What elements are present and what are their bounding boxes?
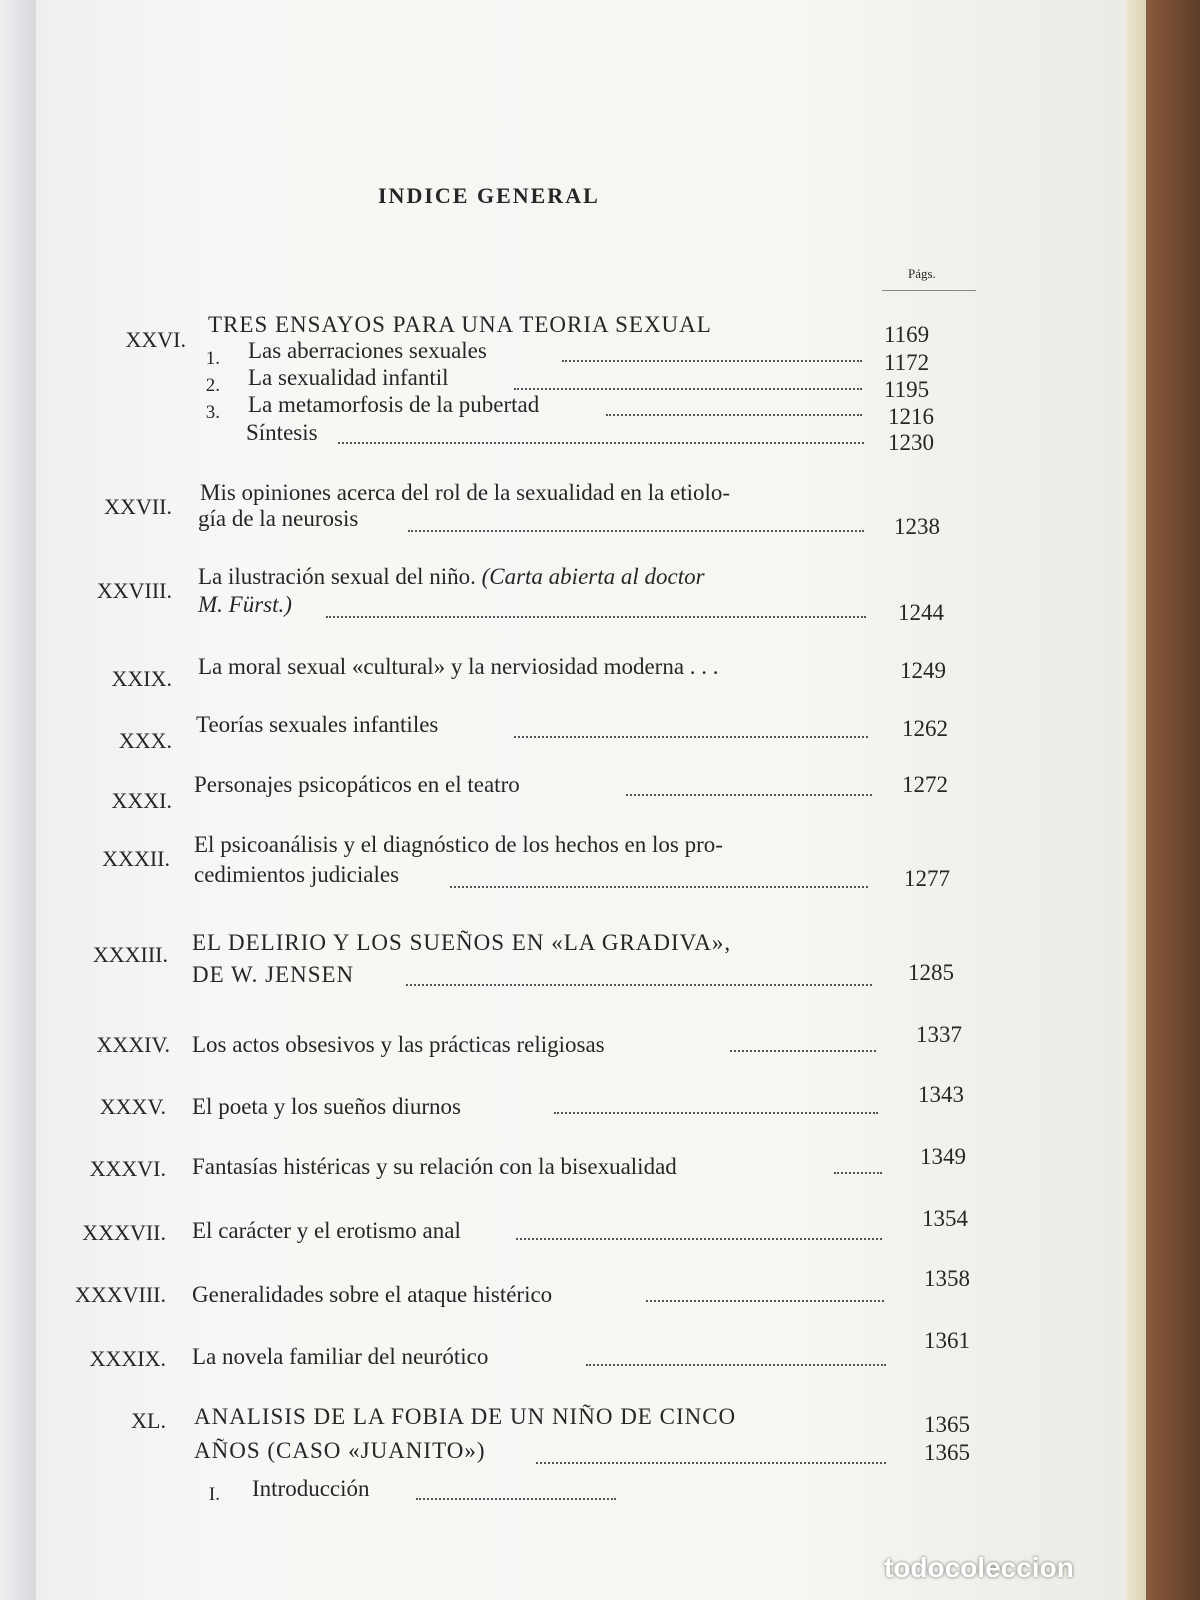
leader-dots — [646, 1300, 884, 1302]
leader-dots — [626, 794, 872, 796]
leader-dots — [326, 616, 866, 618]
entry-title-line-2: M. Fürst.) — [198, 592, 292, 617]
pages-column-label: Págs. — [908, 266, 936, 281]
leader-dots — [516, 1238, 882, 1240]
leader-dots — [514, 736, 868, 738]
entry-title: El carácter y el erotismo anal — [192, 1218, 461, 1243]
book-cover — [1146, 0, 1200, 1600]
entry-page: 1238 — [894, 514, 940, 539]
entry-title: La novela familiar del neurótico — [192, 1344, 489, 1369]
entry-title: Teorías sexuales infantiles — [196, 712, 439, 737]
entry-page: 1262 — [902, 716, 948, 741]
entry-page: 1249 — [900, 658, 946, 683]
entry-title-line-1: EL DELIRIO Y LOS SUEÑOS EN «LA GRADIVA», — [192, 930, 732, 955]
watermark-logo: todocoleccion — [884, 1552, 1074, 1583]
entry-page: 1337 — [916, 1022, 962, 1047]
entry-title: Los actos obsesivos y las prácticas religiosas — [192, 1032, 605, 1057]
entry-number: XXVIII. — [96, 578, 172, 603]
entry-number: XXIX. — [111, 666, 172, 691]
entry-page: 1169 — [884, 322, 930, 347]
page-title: INDICE GENERAL — [378, 183, 600, 208]
entry-number: XXVI. — [125, 327, 186, 352]
entry-title: Las aberraciones sexuales — [248, 338, 487, 363]
entry-page: 1277 — [904, 866, 950, 891]
entry-number: 1. — [205, 348, 220, 369]
entry-title-text: La ilustración sexual del niño. — [198, 564, 476, 589]
leader-dots — [730, 1050, 876, 1052]
entry-title: El poeta y los sueños diurnos — [192, 1094, 461, 1119]
entry-title-line-1 — [198, 564, 705, 590]
leader-dots — [416, 1498, 616, 1500]
entry-page: 1216 — [888, 404, 934, 429]
entry-number: XXXIV. — [96, 1032, 170, 1057]
entry-title-line-2: cedimientos judiciales — [194, 862, 400, 887]
entry-page: 1195 — [884, 377, 930, 402]
page-stack-edge — [1126, 0, 1146, 1600]
leader-dots — [408, 530, 864, 532]
entry-title: La sexualidad infantil — [248, 365, 449, 390]
leader-dots — [606, 414, 862, 416]
entry-page: 1230 — [888, 430, 934, 455]
entry-title: La moral sexual «cultural» y la nerviosidad moderna . . . — [198, 654, 719, 679]
entry-page: 1172 — [884, 350, 930, 375]
entry-number: 3. — [205, 402, 220, 423]
entry-number: XXXV. — [99, 1094, 166, 1119]
entry-page: 1365 — [924, 1440, 970, 1465]
entry-title: Fantasías histéricas y su relación con la bisexualidad — [192, 1154, 677, 1179]
entry-number: XXXIX. — [89, 1346, 166, 1371]
entry-page: 1343 — [918, 1082, 964, 1107]
entry-number: I. — [208, 1484, 220, 1505]
entry-title: TRES ENSAYOS PARA UNA TEORIA SEXUAL — [208, 312, 712, 337]
entry-title-line-1: Mis opiniones acerca del rol de la sexualidad en la etiolo- — [200, 480, 731, 505]
entry-number: XXXVI. — [89, 1156, 166, 1181]
entry-title: La metamorfosis de la pubertad — [248, 392, 540, 417]
entry-page: 1365 — [924, 1412, 970, 1437]
entry-title: Introducción — [252, 1476, 370, 1501]
entry-number: XXXIII. — [92, 942, 168, 967]
leader-dots — [514, 388, 862, 390]
entry-title-line-2: DE W. JENSEN — [192, 962, 355, 987]
page-left-edge — [0, 0, 40, 1600]
entry-page: 1285 — [908, 960, 954, 985]
entry-page: 1272 — [902, 772, 948, 797]
entry-page: 1354 — [922, 1206, 968, 1231]
entry-title-italic: (Carta abierta al doctor — [481, 564, 705, 589]
leader-dots — [834, 1172, 882, 1174]
entry-title-line-2: gía de la neurosis — [198, 506, 359, 531]
entry-number: XXXVII. — [82, 1220, 166, 1245]
leader-dots — [450, 886, 868, 888]
entry-page: 1244 — [898, 600, 944, 625]
entry-number: XXXI. — [111, 788, 172, 813]
pages-rule — [882, 290, 976, 291]
leader-dots — [554, 1112, 878, 1114]
leader-dots — [562, 360, 862, 362]
leader-dots — [406, 984, 872, 986]
entry-title: Síntesis — [246, 420, 318, 445]
book-page — [36, 0, 1126, 1600]
leader-dots — [586, 1364, 886, 1366]
entry-page: 1349 — [920, 1144, 966, 1169]
entry-title: Generalidades sobre el ataque histérico — [192, 1282, 553, 1307]
entry-number: XXVII. — [104, 494, 172, 519]
entry-page: 1361 — [924, 1328, 970, 1353]
entry-number: XXX. — [118, 728, 172, 753]
entry-number: XXXVIII. — [74, 1282, 166, 1307]
entry-title-line-1: El psicoanálisis y el diagnóstico de los hechos en los pro- — [194, 832, 723, 857]
leader-dots — [338, 442, 864, 444]
entry-number: 2. — [205, 375, 220, 396]
entry-page: 1358 — [924, 1266, 970, 1291]
entry-number: XL. — [131, 1408, 166, 1433]
entry-number: XXXII. — [102, 846, 170, 871]
entry-title: Personajes psicopáticos en el teatro — [194, 772, 520, 797]
entry-title-line-1: ANALISIS DE LA FOBIA DE UN NIÑO DE CINCO — [194, 1404, 737, 1429]
entry-title-line-2: AÑOS (CASO «JUANITO») — [194, 1438, 486, 1463]
leader-dots — [536, 1462, 886, 1464]
